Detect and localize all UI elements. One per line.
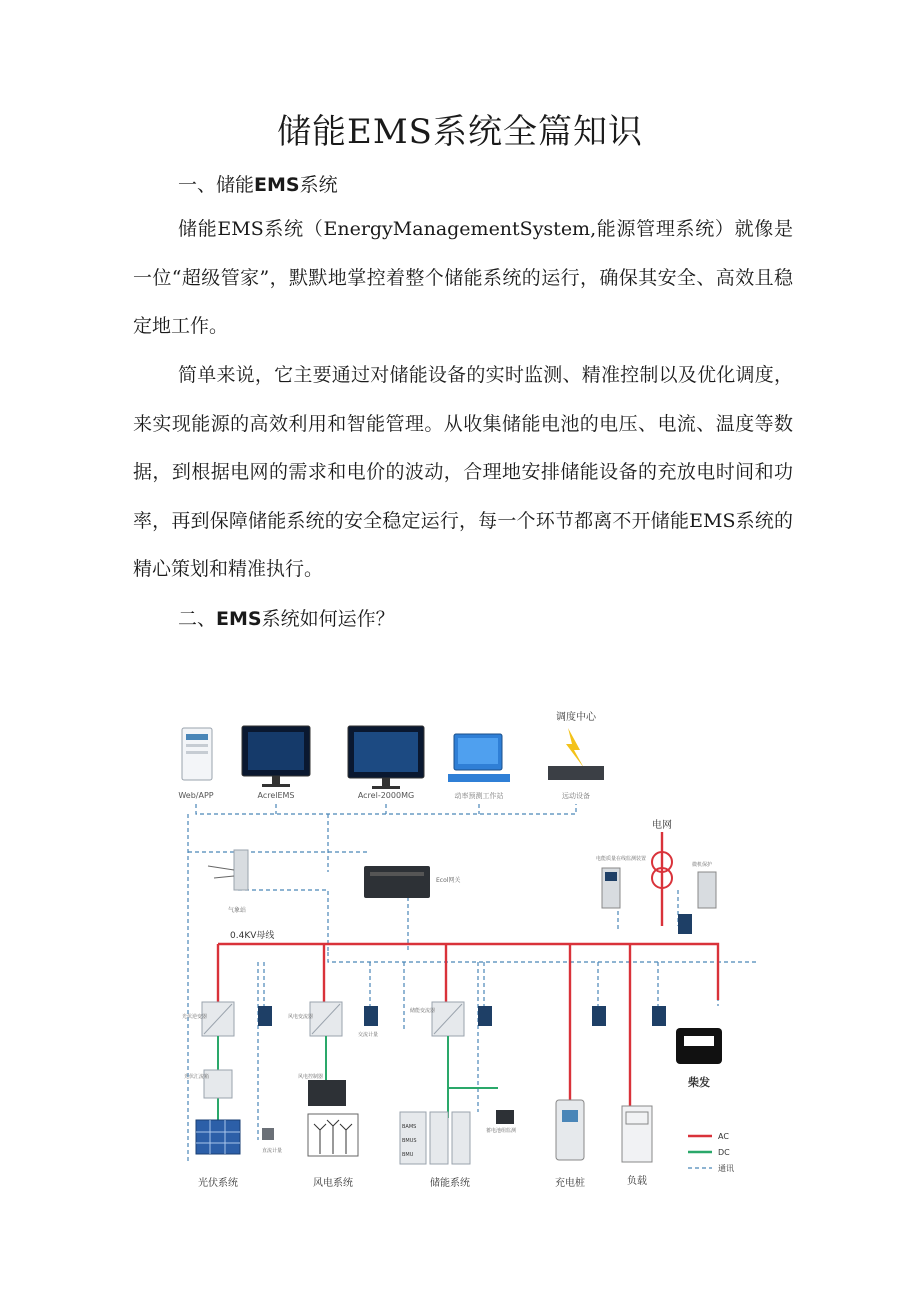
wind-turbines (308, 1114, 358, 1156)
section-heading-1-bold: EMS (254, 174, 300, 196)
label-wind-controller: 风电控制器 (298, 1074, 324, 1080)
label-gateway: Ecol网关 (436, 877, 461, 884)
label-bmus: BMUS (402, 1138, 417, 1144)
label-dispatch-center: 调度中心 (556, 712, 596, 723)
legend-ac: AC (718, 1132, 729, 1141)
section-heading-1-suffix: 系统 (299, 174, 338, 196)
meter-1 (258, 1006, 272, 1026)
meter-4 (592, 1006, 606, 1026)
web-app-device (182, 728, 212, 780)
page-title: 储能EMS系统全篇知识 (277, 112, 643, 152)
section-heading-1 (178, 170, 338, 197)
paragraph-2: 简单来说，它主要通过对储能设备的实时监测、精准控制以及优化调度，来实现能源的高效利用和智能管理。从收集储能电池的电压、电流、温度等数据，到根据电网的需求和电价的波动，合理地安排储能设备的充放电时间和功率，再到保障储能系统的安全稳定运行，每一个环节都离不开储能EMS系统的精心策划和精准执行。 (133, 364, 793, 580)
label-bmu: BMU (402, 1152, 414, 1158)
label-meter: 交流计量 (358, 1032, 379, 1038)
label-grid: 电网 (652, 820, 672, 831)
load-cabinet (622, 1106, 652, 1162)
section-heading-1-prefix: 一、储能 (178, 174, 255, 196)
legend (688, 1132, 734, 1173)
dispatch-center-device (548, 728, 604, 780)
label-battery-monitor: 蓄电池组监测 (486, 1128, 517, 1134)
paragraph-1: 储能EMS系统（EnergyManagementSystem,能源管理系统）就像是一位“超级管家”，默默地掌控着整个储能系统的运行，确保其安全、高效且稳定地工作。 (133, 218, 793, 337)
workstation-computer (448, 734, 510, 782)
protection-panel (698, 872, 716, 908)
label-combiner: 光伏汇流箱 (184, 1074, 210, 1080)
pv-panel (196, 1120, 240, 1154)
wind-controller (308, 1080, 346, 1106)
weather-station (208, 850, 248, 890)
acrel-2000mg-monitor (348, 726, 424, 789)
label-workstation: 动率预测工作站 (454, 792, 504, 800)
section-heading-2-bold: EMS (216, 608, 262, 630)
label-wind-system: 风电系统 (313, 1178, 353, 1189)
meter-2 (364, 1006, 378, 1026)
label-acrel-2000mg: Acrel-2000MG (357, 791, 415, 800)
storage-pcs (432, 1002, 464, 1036)
dc-lines (218, 1036, 498, 1120)
dc-meter (262, 1128, 274, 1140)
label-protection: 微机保护 (692, 862, 713, 868)
ac-lines (218, 832, 718, 1108)
label-dc-meter: 直流计量 (262, 1148, 283, 1154)
label-power-quality: 电能质量在线监测装置 (596, 856, 647, 862)
legend-comm: 通讯 (718, 1164, 734, 1173)
legend-dc: DC (718, 1148, 730, 1157)
label-load: 负载 (627, 1176, 647, 1187)
label-diesel: 柴发 (688, 1076, 710, 1089)
diesel-generator (676, 1028, 722, 1064)
communication-lines (188, 804, 758, 1162)
section-heading-2-prefix: 二、 (178, 608, 217, 630)
label-pv-inverter: 光伏逆变器 (182, 1014, 208, 1020)
ems-architecture-diagram (178, 700, 758, 1200)
gateway-device (364, 866, 430, 898)
battery-monitor (496, 1110, 514, 1124)
label-weather: 气象站 (228, 907, 247, 914)
label-pv-system: 光伏系统 (198, 1178, 238, 1189)
label-bus: 0.4KV母线 (230, 931, 275, 941)
meter-6 (678, 914, 692, 934)
section-heading-2 (178, 604, 395, 631)
power-quality-panel (602, 868, 620, 908)
section-heading-2-suffix: 系统如何运作？ (261, 608, 395, 630)
wind-converter (310, 1002, 342, 1036)
label-wind-converter: 风电变流器 (288, 1014, 314, 1020)
label-web-app: Web/APP (178, 791, 214, 800)
label-remote-device: 远动设备 (562, 792, 590, 800)
label-storage-system: 储能系统 (430, 1178, 470, 1189)
label-storage-pcs: 储能变流器 (410, 1008, 436, 1014)
meter-5 (652, 1006, 666, 1026)
label-acrel-ems: AcrelEMS (257, 791, 295, 800)
charging-pile (556, 1100, 584, 1160)
meter-3 (478, 1006, 492, 1026)
label-charging-pile: 充电桩 (555, 1178, 585, 1189)
acrel-ems-monitor (242, 726, 310, 787)
label-bams: BAMS (402, 1124, 417, 1130)
